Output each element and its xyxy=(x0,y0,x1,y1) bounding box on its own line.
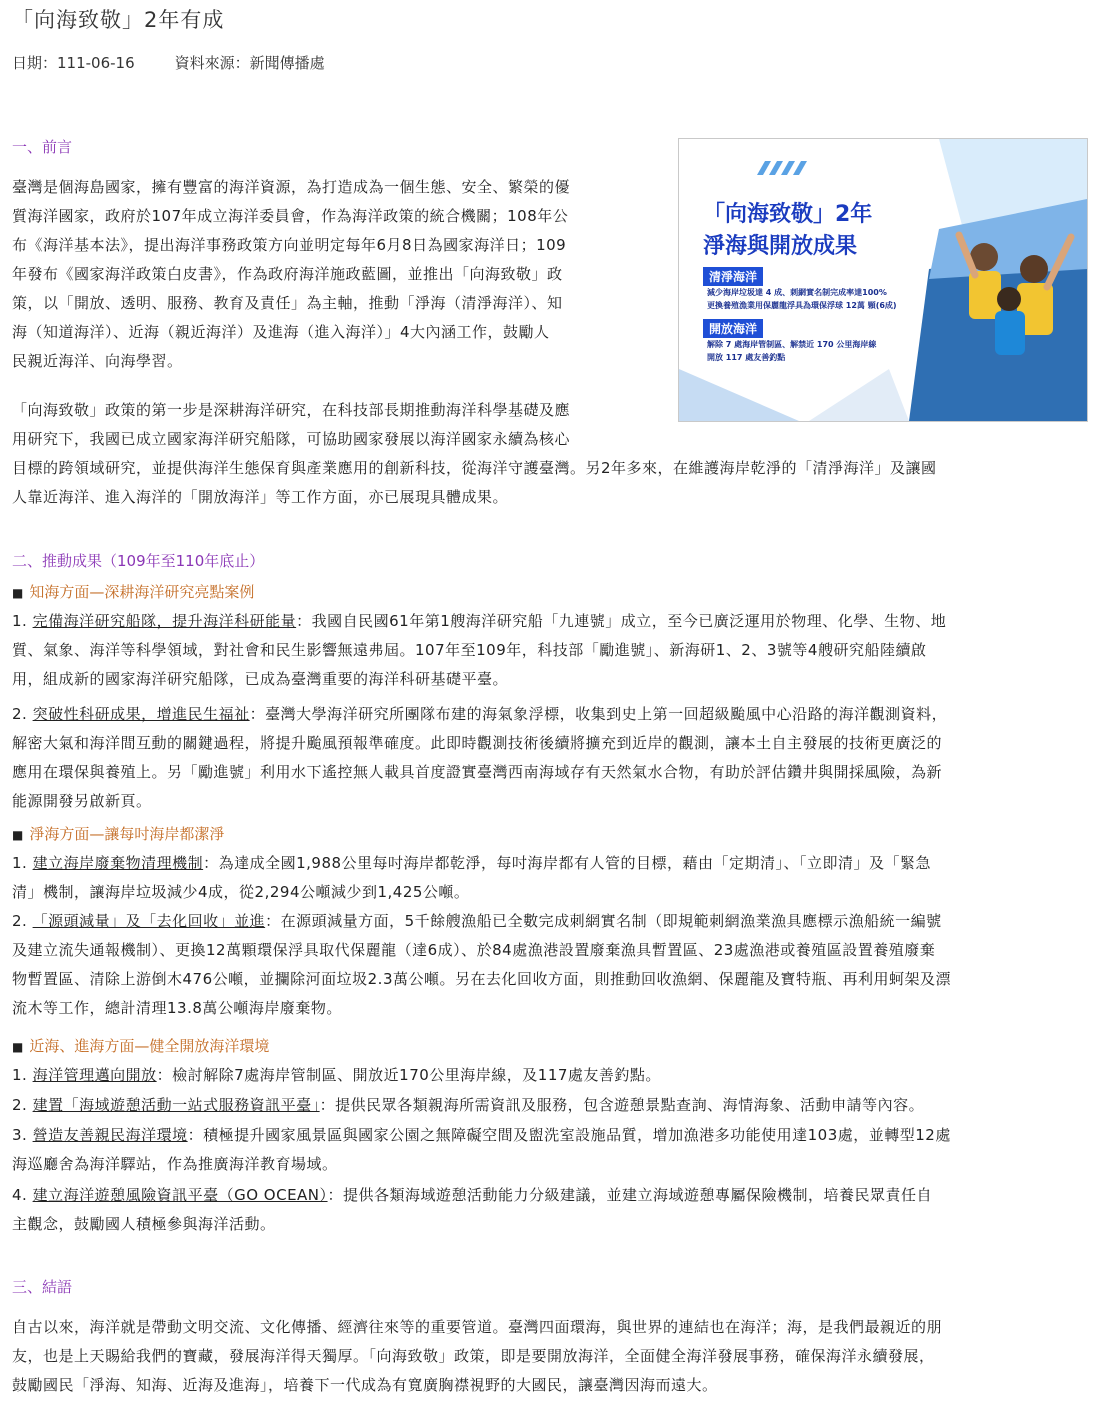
section-heading-conclusion: 三、結語 xyxy=(12,1278,73,1296)
item-5-title: 海洋管理邁向開放 xyxy=(32,1066,157,1084)
result-item-7: 3. 營造友善親民海洋環境：積極提升國家風景區與國家公園之無障礙空間及盥洗室設施品質，增加漁港多功能使用達103處，並轉型12處 海巡廳舍為海洋驛站，作為推廣海洋教育場域。 xyxy=(12,1126,951,1173)
result-item-3: 1. 建立海岸廢棄物清理機制：為達成全國1,988公里每吋海岸都乾淨，每吋海岸都有人管的目標，藉由「定期清」、「立即清」及「緊急 清」機制，讓海岸垃圾減少4成，從2,294公噸減少到1,425公噸。 xyxy=(12,854,932,901)
result-item-5: 1. 海洋管理邁向開放：檢討解除7處海岸管制區、開放近170公里海岸線，及117處友善釣點。 xyxy=(12,1066,661,1084)
section-heading-results: 二、推動成果（109年至110年底止） xyxy=(12,552,265,570)
intro-paragraph-2: 「向海致敬」政策的第一步是深耕海洋研究，在科技部長期推動海洋科學基礎及應 用研究下，我國已成立國家海洋研究船隊，可協助國家發展以海洋國家永續為核心 目標的跨領域研究，並提供海洋生態保育與產業應用的創新科技，從海洋守護臺灣。另2年多來，在維護海岸乾淨的「清淨海洋」及讓國 人靠近海洋、進入海洋的「開放海洋」等工作方面，亦已展現具體成果。 xyxy=(12,401,937,506)
subheading-near-ocean: ■ 近海、進海方面—健全開放海洋環境 xyxy=(12,1037,270,1055)
subheading-clean-ocean: ■ 淨海方面—讓每吋海岸都潔淨 xyxy=(12,825,225,843)
result-item-1: 1. 完備海洋研究船隊，提升海洋科研能量：我國自民國61年第1艘海洋研究船「九連號」成立，至今已廣泛運用於物理、化學、生物、地 質、氣象、海洋等科學領域，對社會和民生影響無遠弗屆。107年至109年，科技部「勵進號」、新海研1、2、3號等4艘研究船陸續啟 用，組成新的國家海洋研究船隊，已成為臺灣重要的海洋科研基礎平臺。 xyxy=(12,612,947,688)
item-6-title: 建置「海域遊憩活動一站式服務資訊平臺」 xyxy=(32,1096,320,1114)
banner-title-line2: 淨海與開放成果 xyxy=(703,234,858,259)
item-7-title: 營造友善親民海洋環境 xyxy=(32,1126,188,1144)
result-item-8: 4. 建立海洋遊憩風險資訊平臺（GO OCEAN）：提供各類海域遊憩活動能力分級建議，並建立海域遊憩專屬保險機制，培養民眾責任自 主觀念，鼓勵國人積極參與海洋活動。 xyxy=(12,1186,933,1233)
intro-paragraph-1: 臺灣是個海島國家，擁有豐富的海洋資源，為打造成為一個生態、安全、繁榮的優 質海洋國家，政府於107年成立海洋委員會，作為海洋政策的統合機關；108年公 布《海洋基本法》，提出海洋事務政策方向並明定每年6月8日為國家海洋日；109 年發布《國家海洋政策白皮書》，作為政府海洋施政藍圖，並推出「向海致敬」政 策，以「開放、透明、服務、教育及責任」為主軸，推動「淨海（清淨海洋）、知 海（知道海洋）、近海（親近海洋）及進海（進入海洋）」4大內涵工作，鼓勵人 民親近海洋、向海學習。 xyxy=(12,178,571,370)
result-item-2: 2. 突破性科研成果，增進民生福祉：臺灣大學海洋研究所團隊布建的海氣象浮標，收集到史上第一回超級颱風中心沿路的海洋觀測資料， 解密大氣和海洋間互動的關鍵過程，將提升颱風預報準確度。此即時觀測技術後續將擴充到近岸的觀測，讓本土自主發展的技術更廣泛的 應用在環保與養殖上。另「勵進號」利用水下遙控無人載具首度證實臺灣西南海域存有天然氣水合物，有助於評估鑽井與開採風險，為新 能源開發另啟新頁。 xyxy=(12,705,948,810)
section-heading-intro: 一、前言 xyxy=(12,138,73,156)
subheading-know-ocean: ■ 知海方面—深耕海洋研究亮點案例 xyxy=(12,583,255,601)
campaign-banner-image xyxy=(678,138,1088,422)
banner-title-line1: 「向海致敬」2年 xyxy=(703,202,873,227)
banner-clean-line1: 減少海岸垃圾達 4 成、刺網實名制完成率達100% xyxy=(707,288,887,297)
item-1-title: 完備海洋研究船隊，提升海洋科研能量 xyxy=(32,612,297,630)
result-item-6: 2. 建置「海域遊憩活動一站式服務資訊平臺」：提供民眾各類親海所需資訊及服務，包含遊憩景點查詢、海情海象、活動申請等內容。 xyxy=(12,1096,925,1114)
item-8-title: 建立海洋遊憩風險資訊平臺（GO OCEAN） xyxy=(32,1186,328,1204)
banner-open-line1: 解除 7 處海岸管制區、解禁近 170 公里海岸線 xyxy=(707,340,877,349)
item-2-title: 突破性科研成果，增進民生福祉 xyxy=(32,705,250,723)
banner-tag-open-ocean: 開放海洋 xyxy=(703,319,763,338)
item-3-title: 建立海岸廢棄物清理機制 xyxy=(32,854,204,872)
source-label: 資料來源：新聞傳播處 xyxy=(174,54,325,72)
banner-clean-line2: 更換養殖漁業用保麗龍浮具為環保浮球 12萬 顆(6成) xyxy=(707,301,897,310)
item-4-title: 「源頭減量」及「去化回收」並進 xyxy=(32,912,266,930)
banner-tag-clean-ocean: 清淨海洋 xyxy=(703,267,763,286)
result-item-4: 2. 「源頭減量」及「去化回收」並進：在源頭減量方面，5千餘艘漁船已全數完成刺網實名制（即規範刺網漁業漁具應標示漁船統一編號 及建立流失通報機制）、更換12萬顆環保浮具取代保麗龍（達6成）、於84處漁港設置廢棄漁具暫置區、23處漁港或養殖區設置養殖廢棄 物暫置區、清除上游倒木476公噸，並攔除河面垃圾2.3萬公噸。另在去化回收方面，則推動回收漁網、保麗龍及寶特瓶、再利用蚵架及漂 流木等工作，總計清理13.8萬公噸海岸廢棄物。 xyxy=(12,912,951,1017)
banner-open-line2: 開放 117 處友善釣點 xyxy=(707,353,786,362)
article-meta xyxy=(12,52,325,73)
conclusion-paragraph: 自古以來，海洋就是帶動文明交流、文化傳播、經濟往來等的重要管道。臺灣四面環海，與世界的連結也在海洋；海，是我們最親近的朋 友，也是上天賜給我們的寶藏，發展海洋得天獨厚。「向海致敬」政策，即是要開放海洋，全面健全海洋發展事務，確保海洋永續發展， 鼓勵國民「淨海、知海、近海及進海」，培養下一代成為有寬廣胸襟視野的大國民，讓臺灣因海而遠大。 xyxy=(12,1318,943,1394)
page-title: 「向海致敬」2年有成 xyxy=(12,8,225,32)
publish-date: 日期：111-06-16 xyxy=(12,54,135,72)
